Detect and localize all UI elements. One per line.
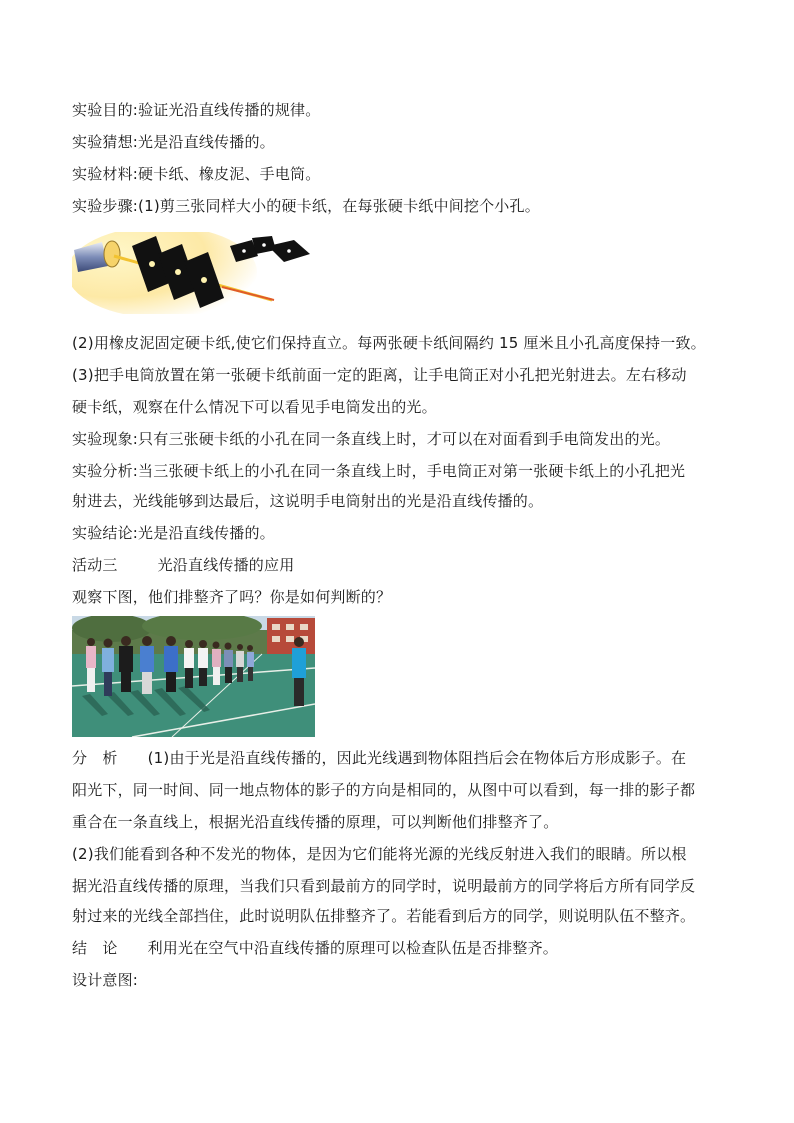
analysis-text-1: (1)由于光是沿直线传播的，因此光线遇到物体阻挡后会在物体后方形成影子。在 xyxy=(147,749,687,767)
experiment-phenomenon: 实验现象:只有三张硬卡纸的小孔在同一条直线上时，才可以在对面看到手电筒发出的光。 xyxy=(72,430,671,448)
observation-question: 观察下图，他们排整齐了吗？你是如何判断的？ xyxy=(72,588,392,606)
analysis-line-1 xyxy=(72,748,724,768)
experiment-step-1: 实验步骤:(1)剪三张同样大小的硬卡纸，在每张硬卡纸中间挖个小孔。 xyxy=(72,197,540,215)
analysis-label: 分 析 xyxy=(72,749,118,767)
experiment-step-3-line-1: (3)把手电筒放置在第一张硬卡纸前面一定的距离，让手电筒正对小孔把光射进去。左右移动 xyxy=(72,366,687,384)
analysis-line-3: 重合在一条直线上，根据光沿直线传播的原理，可以判断他们排整齐了。 xyxy=(72,813,559,831)
conclusion-text: 利用光在空气中沿直线传播的原理可以检查队伍是否排整齐。 xyxy=(147,939,559,957)
analysis-line-6: 射过来的光线全部挡住，此时说明队伍排整齐了。若能看到后方的同学，则说明队伍不整齐。 xyxy=(72,907,696,925)
activity-3-title: 光沿直线传播的应用 xyxy=(157,556,295,574)
analysis-line-5: 据光沿直线传播的原理，当我们只看到最前方的同学时，说明最前方的同学将后方所有同学反 xyxy=(72,877,696,895)
experiment-purpose: 实验目的:验证光沿直线传播的规律。 xyxy=(72,101,321,119)
analysis-line-2: 阳光下，同一时间、同一地点物体的影子的方向是相同的，从图中可以看到，每一排的影子都 xyxy=(72,781,696,799)
experiment-hypothesis: 实验猜想:光是沿直线传播的。 xyxy=(72,133,275,151)
experiment-step-3-line-2: 硬卡纸，观察在什么情况下可以看见手电筒发出的光。 xyxy=(72,398,437,416)
design-intent-label: 设计意图: xyxy=(72,971,139,989)
experiment-analysis-line-1: 实验分析:当三张硬卡纸上的小孔在同一条直线上时，手电筒正对第一张硬卡纸上的小孔把光 xyxy=(72,462,686,480)
flashlight-cards-illustration xyxy=(72,232,316,314)
conclusion-label: 结 论 xyxy=(72,939,118,957)
conclusion-line xyxy=(72,938,724,958)
experiment-step-2: (2)用橡皮泥固定硬卡纸,使它们保持直立。每两张硬卡纸间隔约 15 厘米且小孔高度保持一致。 xyxy=(72,334,706,352)
students-lineup-svg xyxy=(72,616,315,737)
experiment-analysis-line-2: 射进去，光线能够到达最后，这说明手电筒射出的光是沿直线传播的。 xyxy=(72,492,544,510)
students-lineup-photo xyxy=(72,616,315,737)
analysis-line-4: (2)我们能看到各种不发光的物体，是因为它们能将光源的光线反射进入我们的眼睛。所以根 xyxy=(72,845,687,863)
experiment-materials: 实验材料:硬卡纸、橡皮泥、手电筒。 xyxy=(72,165,321,183)
flashlight-cards-svg xyxy=(72,232,316,314)
experiment-conclusion: 实验结论:光是沿直线传播的。 xyxy=(72,524,275,542)
activity-3-label: 活动三 xyxy=(72,556,118,574)
activity-3-heading xyxy=(72,555,724,575)
